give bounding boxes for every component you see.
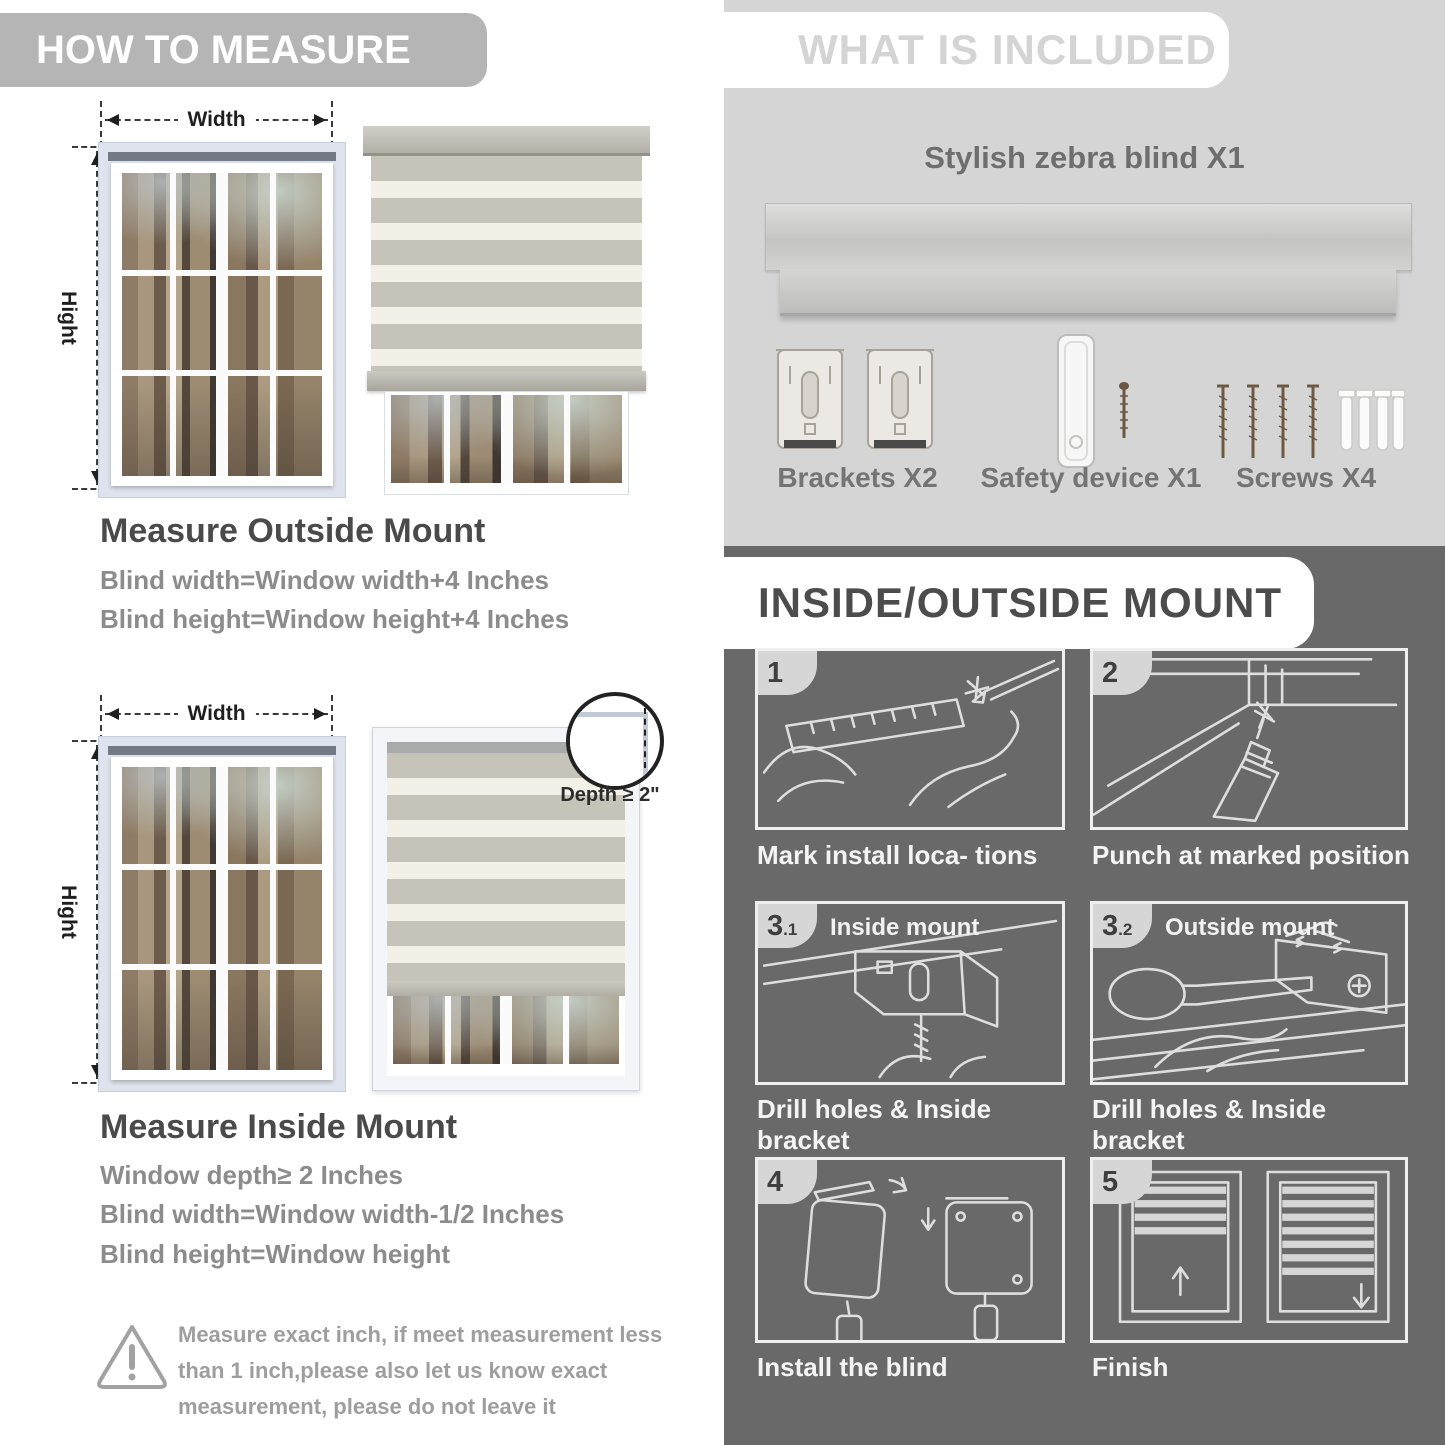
note-line-2: than 1 inch,please also let us know exact bbox=[178, 1358, 608, 1383]
window-muntin bbox=[216, 173, 228, 476]
inside-rule-depth: Window depth≥ 2 Inches bbox=[100, 1160, 403, 1190]
arrow-left-icon bbox=[101, 114, 119, 126]
height-label: Hight bbox=[57, 291, 80, 345]
window-muntin bbox=[122, 864, 322, 870]
window-top-rail bbox=[108, 746, 336, 755]
screws-label: Screws X4 bbox=[1235, 462, 1377, 493]
outside-rule-width: Blind width=Window width+4 Inches bbox=[100, 565, 549, 595]
step-caption-1: Mark install loca- tions bbox=[757, 840, 1038, 870]
how-to-measure-header: HOW TO MEASURE bbox=[0, 13, 487, 87]
window-muntin bbox=[216, 767, 228, 1070]
measure-outside-title: Measure Outside Mount bbox=[100, 512, 486, 550]
window-muntin bbox=[270, 173, 276, 476]
step-number-badge: 3.1 bbox=[758, 904, 817, 948]
window-muntin bbox=[122, 370, 322, 376]
window-muntin bbox=[501, 395, 513, 483]
window-muntin bbox=[122, 964, 322, 970]
window-glass-photo bbox=[393, 996, 619, 1064]
window-glass-photo bbox=[122, 173, 322, 476]
window-photo-inside bbox=[98, 736, 346, 1092]
arrow-left-icon bbox=[101, 708, 119, 720]
window-muntin bbox=[445, 996, 451, 1064]
arrow-right-icon bbox=[314, 114, 332, 126]
window-glass-photo bbox=[122, 767, 322, 1070]
brackets-label: Brackets X2 bbox=[777, 462, 938, 493]
safety-device-icon bbox=[1040, 330, 1150, 475]
step-number-badge: 1 bbox=[758, 651, 817, 695]
zebra-blind-outside-photo bbox=[363, 126, 650, 498]
screws-icon bbox=[1205, 378, 1405, 470]
step-number-badge: 2 bbox=[1093, 651, 1152, 695]
outside-mount-title: Outside mount bbox=[1165, 914, 1335, 941]
step-panel-1 bbox=[755, 648, 1065, 830]
product-label: Stylish zebra blind X1 bbox=[924, 140, 1245, 175]
brackets-icon bbox=[775, 340, 940, 465]
depth-label: Depth ≥ 2" bbox=[560, 784, 660, 806]
safety-device-label: Safety device X1 bbox=[980, 462, 1202, 493]
width-label: Width bbox=[177, 702, 255, 726]
step-panel-5 bbox=[1090, 1157, 1408, 1343]
outside-rule-height: Blind height=Window height+4 Inches bbox=[100, 604, 570, 634]
exclamation-triangle-icon bbox=[93, 1320, 171, 1394]
blind-headrail-image bbox=[765, 203, 1412, 271]
step-caption-3-1: Drill holes & Inside bracket bbox=[757, 1094, 992, 1155]
window-sash-frame bbox=[111, 757, 333, 1080]
mount-header: INSIDE/OUTSIDE MOUNT bbox=[724, 557, 1314, 649]
inside-rule-width: Blind width=Window width-1/2 Inches bbox=[100, 1199, 565, 1229]
arrow-right-icon bbox=[314, 708, 332, 720]
width-label: Width bbox=[177, 108, 255, 132]
window-muntin bbox=[170, 767, 176, 1070]
blind-bottom-rail bbox=[387, 981, 625, 996]
window-muntin bbox=[500, 996, 512, 1064]
window-muntin bbox=[564, 395, 570, 483]
blind-bottom-rail bbox=[367, 371, 646, 391]
step-panel-2 bbox=[1090, 648, 1408, 830]
window-photo-outside bbox=[98, 142, 346, 498]
window-sash-frame bbox=[111, 163, 333, 486]
step-panel-4 bbox=[755, 1157, 1065, 1343]
what-is-included-header: WHAT IS INCLUDED bbox=[724, 12, 1229, 88]
step-number-badge: 5 bbox=[1093, 1160, 1152, 1204]
step-caption-3-2: Drill holes & Inside bracket bbox=[1092, 1094, 1327, 1155]
measure-inside-title: Measure Inside Mount bbox=[100, 1108, 458, 1146]
note-line-1: Measure exact inch, if meet measurement less bbox=[178, 1322, 663, 1347]
height-label: Hight bbox=[57, 885, 80, 939]
inside-rule-height: Blind height=Window height bbox=[100, 1239, 450, 1269]
depth-magnifier-icon bbox=[566, 692, 664, 790]
note-line-3: measurement, please do not leave it bbox=[178, 1394, 556, 1419]
step-number-badge: 3.2 bbox=[1093, 904, 1152, 948]
window-muntin bbox=[122, 270, 322, 276]
window-muntin bbox=[270, 767, 276, 1070]
step-number-badge: 4 bbox=[758, 1160, 817, 1204]
step-caption-4: Install the blind bbox=[757, 1352, 948, 1382]
inside-mount-title: Inside mount bbox=[830, 914, 980, 941]
blind-zebra-stripes bbox=[371, 156, 642, 371]
step-caption-5: Finish bbox=[1092, 1352, 1169, 1382]
window-muntin bbox=[563, 996, 569, 1064]
depth-dashed-line bbox=[644, 708, 646, 768]
blind-headrail-valance bbox=[780, 269, 1396, 316]
window-muntin bbox=[444, 395, 450, 483]
step-caption-2: Punch at marked position bbox=[1092, 840, 1410, 870]
blind-headrail bbox=[363, 126, 650, 156]
step-panel-3-1 bbox=[755, 901, 1065, 1085]
window-below-blind bbox=[384, 391, 629, 495]
window-muntin bbox=[170, 173, 176, 476]
window-corner-detail bbox=[566, 712, 648, 790]
step-panel-3-2 bbox=[1090, 901, 1408, 1085]
window-top-rail bbox=[108, 152, 336, 161]
window-glass-photo bbox=[391, 395, 622, 483]
